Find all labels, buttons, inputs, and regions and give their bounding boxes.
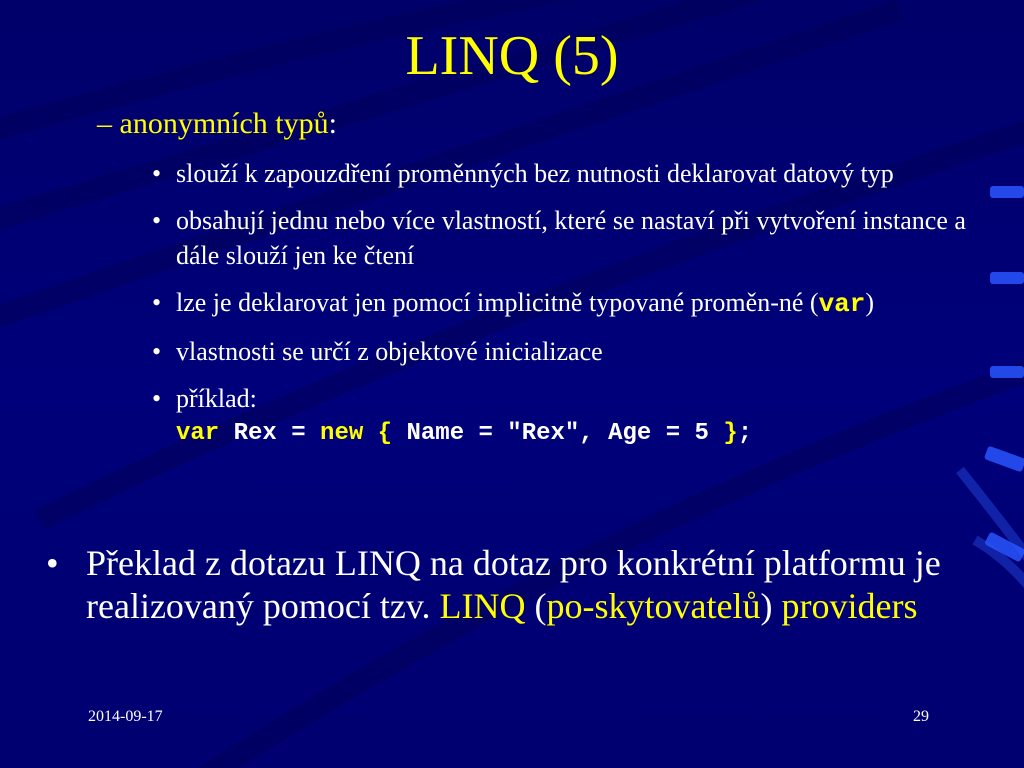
sub-bullet: [148, 156, 978, 191]
sub-bullet-text: příklad:: [176, 384, 257, 413]
slide-title: LINQ (5): [405, 25, 619, 87]
sub-bullet: [148, 334, 978, 369]
subheading-colon: :: [328, 107, 337, 140]
code-semicolon: ;: [737, 420, 753, 447]
bullet-icon: •: [152, 288, 162, 317]
code-keyword: var: [176, 420, 220, 447]
sub-bullet-text: vlastnosti se určí z objektové inicializace: [176, 337, 603, 366]
subheading-text: anonymních typů: [119, 107, 329, 140]
main-bullet-text: ): [760, 586, 782, 626]
main-bullet: [46, 542, 1024, 628]
subheading-dash: –: [97, 107, 112, 140]
code-brace: }: [723, 420, 738, 447]
sub-bullet-text: obsahují jednu nebo více vlastností, které se nastaví při vytvoření instance a dále slouží jen ke čtení: [176, 206, 966, 270]
code-brace: {: [377, 420, 393, 447]
sub-bullet-list: [148, 156, 978, 463]
highlight-text: po-skytovatelů: [546, 586, 761, 626]
code-example: [176, 416, 978, 451]
bullet-icon: •: [152, 384, 162, 413]
sub-bullet: [148, 203, 978, 273]
code-text: Rex =: [219, 420, 321, 447]
footer-date: 2014-09-17: [88, 708, 163, 725]
sub-bullet-text: lze je deklarovat jen pomocí implicitně typované proměn-né (: [176, 288, 819, 317]
sub-bullet-text: slouží k zapouzdření proměnných bez nutnosti deklarovat datový typ: [176, 159, 894, 188]
bullet-icon: •: [152, 206, 162, 235]
subheading: [97, 106, 337, 142]
main-bullet-text: (: [525, 586, 547, 626]
sub-bullet: [148, 381, 978, 451]
code-text: [363, 420, 377, 447]
highlight-text: LINQ: [439, 586, 526, 626]
code-text: Name = "Rex", Age = 5: [392, 420, 724, 447]
code-keyword: new: [320, 420, 364, 447]
main-bullet-text: Překlad z dotazu LINQ na dotaz pro konkrétní platformu je realizovaný pomocí tzv.: [86, 543, 941, 626]
sub-bullet: [148, 285, 978, 322]
bullet-icon: •: [46, 543, 59, 583]
bullet-icon: •: [152, 337, 162, 366]
code-keyword: var: [818, 289, 866, 319]
bullet-icon: •: [152, 159, 162, 188]
sub-bullet-text: ): [865, 288, 875, 317]
highlight-text: providers: [781, 586, 918, 626]
page-number: 29: [913, 708, 929, 725]
